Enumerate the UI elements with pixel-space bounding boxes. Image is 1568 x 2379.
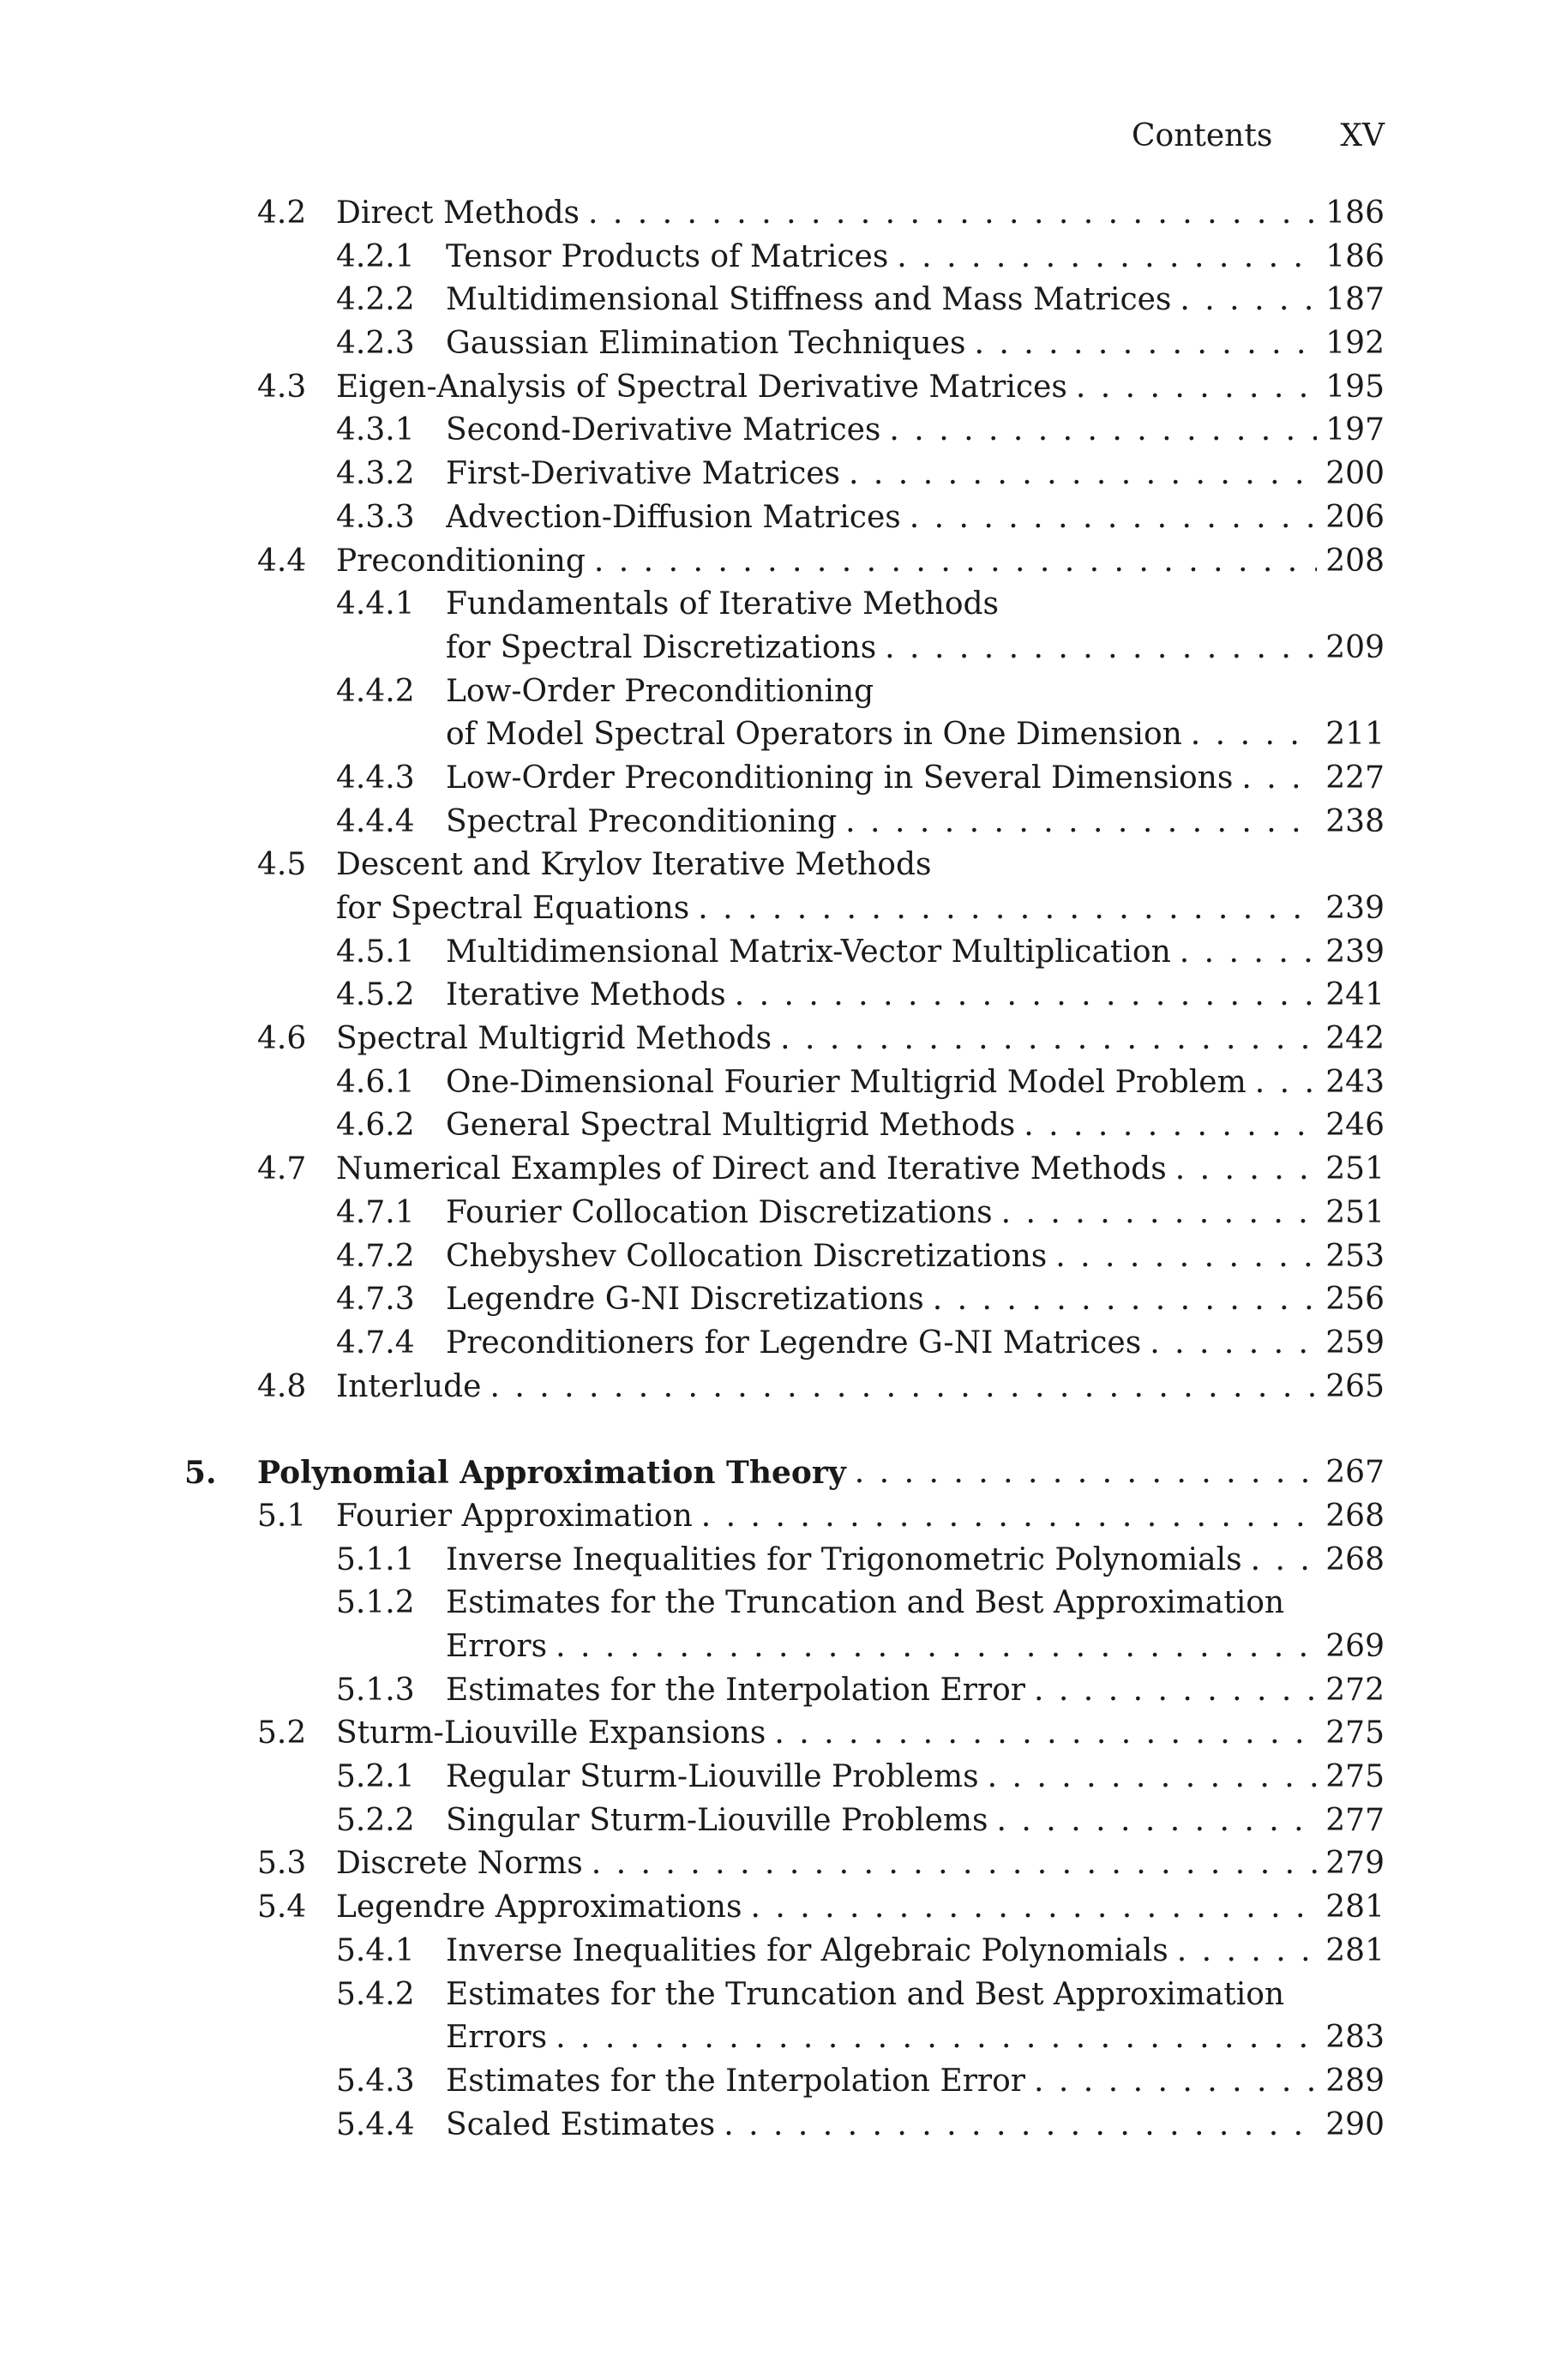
toc-entry[interactable] bbox=[184, 1582, 1385, 1625]
toc-entry-page: 279 bbox=[1325, 1846, 1385, 1882]
toc-entry-number: 4.4.3 bbox=[336, 760, 415, 796]
toc-entry-title: Advection-Diffusion Matrices bbox=[446, 499, 901, 535]
toc-entry-title: Fourier Collocation Discretizations bbox=[446, 1194, 993, 1230]
toc-entry-number: 5.1.1 bbox=[336, 1541, 415, 1577]
toc-entry-page: 197 bbox=[1325, 412, 1385, 448]
toc-entry[interactable] bbox=[184, 1669, 1385, 1713]
toc-entry[interactable] bbox=[184, 1278, 1385, 1322]
toc-entry-page: 227 bbox=[1325, 760, 1385, 796]
toc-entry-line bbox=[446, 1625, 1385, 1669]
toc-entry[interactable] bbox=[184, 1322, 1385, 1366]
toc-entry-page: 259 bbox=[1325, 1325, 1385, 1361]
toc-entry-title: Second-Derivative Matrices bbox=[446, 412, 881, 448]
toc-entry-page: 246 bbox=[1325, 1108, 1385, 1144]
toc-entry-title: Estimates for the Interpolation Error bbox=[446, 1672, 1026, 1708]
toc-entry-number: 4.4.2 bbox=[336, 673, 415, 709]
toc-entry-line bbox=[446, 1582, 1385, 1625]
toc-entry-page: 281 bbox=[1325, 1889, 1385, 1925]
toc-entry[interactable] bbox=[184, 801, 1385, 844]
toc-entry-line bbox=[446, 801, 1385, 844]
toc-entry-page: 277 bbox=[1325, 1802, 1385, 1838]
dot-leader bbox=[742, 1886, 1317, 1930]
toc-entry-number: 5.4 bbox=[257, 1889, 307, 1925]
toc-entry[interactable] bbox=[184, 757, 1385, 801]
toc-entry-title: for Spectral Discretizations bbox=[446, 629, 877, 665]
toc-entry-title: Spectral Multigrid Methods bbox=[336, 1021, 772, 1057]
toc-entry-page: 206 bbox=[1325, 499, 1385, 535]
dot-leader bbox=[888, 236, 1317, 279]
dot-leader bbox=[693, 1495, 1318, 1539]
toc-entry[interactable] bbox=[184, 2104, 1385, 2148]
dot-leader bbox=[689, 887, 1317, 931]
dot-leader bbox=[1171, 931, 1318, 975]
toc-entry-line bbox=[446, 974, 1385, 1018]
dot-leader bbox=[1025, 1669, 1317, 1713]
toc-entry-number: 4.2.3 bbox=[336, 326, 415, 362]
toc-entry-page: 281 bbox=[1325, 1932, 1385, 1968]
toc-entry[interactable] bbox=[184, 1842, 1385, 1886]
toc-entry-page: 242 bbox=[1325, 1021, 1385, 1057]
dot-leader bbox=[547, 2016, 1317, 2060]
toc-entry-title: Tensor Products of Matrices bbox=[446, 238, 889, 274]
toc-entry[interactable] bbox=[184, 279, 1385, 322]
toc-entry[interactable] bbox=[184, 974, 1385, 1018]
toc-entry-line bbox=[446, 1104, 1385, 1148]
toc-entry-line bbox=[446, 583, 1385, 627]
toc-entry-page: 290 bbox=[1325, 2106, 1385, 2142]
toc-entry-page: 268 bbox=[1325, 1541, 1385, 1577]
toc-entry[interactable] bbox=[184, 1495, 1385, 1539]
toc-entry-title: Inverse Inequalities for Trigonometric Polynomials bbox=[446, 1541, 1242, 1577]
toc-entry-line bbox=[446, 1322, 1385, 1366]
toc-entry[interactable] bbox=[184, 322, 1385, 366]
toc-entry[interactable] bbox=[184, 1756, 1385, 1799]
toc-entry-line bbox=[446, 1930, 1385, 1973]
toc-entry-title: Direct Methods bbox=[336, 195, 580, 231]
toc-entry[interactable] bbox=[184, 236, 1385, 279]
dot-leader bbox=[876, 627, 1317, 670]
dot-leader bbox=[1242, 1539, 1318, 1583]
toc-entry-page: 269 bbox=[1325, 1629, 1385, 1664]
toc-entry[interactable] bbox=[184, 1366, 1385, 1409]
toc-entry-title: Estimates for the Interpolation Error bbox=[446, 2063, 1026, 2099]
toc-entry-number: 5.4.3 bbox=[336, 2063, 415, 2099]
toc-entry-title: Fundamentals of Iterative Methods bbox=[446, 586, 1000, 622]
toc-entry-number: 5.2 bbox=[257, 1715, 307, 1751]
dot-leader bbox=[766, 1712, 1317, 1756]
dot-leader bbox=[880, 409, 1317, 453]
dot-leader bbox=[481, 1366, 1317, 1409]
toc-entry-page: 268 bbox=[1325, 1498, 1385, 1534]
dot-leader bbox=[1047, 1235, 1317, 1279]
toc-entry-number: 4.7.4 bbox=[336, 1325, 415, 1361]
toc-entry[interactable] bbox=[184, 496, 1385, 540]
dot-leader bbox=[726, 974, 1318, 1018]
toc-entry-line bbox=[446, 322, 1385, 366]
toc-entry-line bbox=[446, 236, 1385, 279]
toc-entry-number: 5.3 bbox=[257, 1846, 307, 1882]
toc-entry-title: Scaled Estimates bbox=[446, 2106, 716, 2142]
toc-entry-title: Multidimensional Stiffness and Mass Matrices bbox=[446, 282, 1172, 318]
toc-entry-title: Legendre Approximations bbox=[336, 1889, 742, 1925]
toc-entry-number: 4.6.1 bbox=[336, 1064, 415, 1100]
toc-entry-number: 4.6 bbox=[257, 1021, 307, 1057]
toc-entry-number: 4.3.2 bbox=[336, 456, 415, 492]
dot-leader bbox=[1168, 1930, 1318, 1973]
toc-entry-line bbox=[446, 931, 1385, 975]
toc-entry-page: 289 bbox=[1325, 2063, 1385, 2099]
table-of-contents bbox=[184, 192, 1385, 2147]
toc-entry[interactable] bbox=[184, 366, 1385, 410]
toc-entry-number: 4.7.3 bbox=[336, 1282, 415, 1318]
toc-entry-line bbox=[446, 2060, 1385, 2104]
dot-leader bbox=[840, 453, 1317, 496]
dot-leader bbox=[1067, 366, 1317, 410]
toc-entry-line bbox=[336, 366, 1385, 410]
toc-entry-title: Errors bbox=[446, 2020, 548, 2056]
toc-entry-page: 209 bbox=[1325, 629, 1385, 665]
toc-entry[interactable] bbox=[184, 192, 1385, 236]
toc-entry-title: Preconditioning bbox=[336, 543, 586, 579]
toc-entry-number: 4.3 bbox=[257, 369, 307, 405]
toc-entry[interactable] bbox=[184, 1712, 1385, 1756]
toc-entry-number: 4.2.1 bbox=[336, 238, 415, 274]
toc-entry-line bbox=[446, 279, 1385, 322]
toc-entry-title: for Spectral Equations bbox=[336, 891, 690, 926]
toc-entry-page: 187 bbox=[1325, 282, 1385, 318]
toc-entry-number: 4.8 bbox=[257, 1368, 307, 1404]
toc-entry-line bbox=[446, 627, 1385, 670]
toc-entry-page: 243 bbox=[1325, 1064, 1385, 1100]
toc-entry-page: 251 bbox=[1325, 1194, 1385, 1230]
toc-entry-number: 4.5.1 bbox=[336, 934, 415, 970]
toc-entry-number: 4.5.2 bbox=[336, 977, 415, 1013]
toc-entry-line bbox=[446, 1799, 1385, 1843]
toc-entry-number: 4.3.1 bbox=[336, 412, 415, 448]
toc-entry-page: 272 bbox=[1325, 1672, 1385, 1708]
toc-entry-page: 275 bbox=[1325, 1715, 1385, 1751]
toc-entry[interactable] bbox=[184, 670, 1385, 714]
toc-entry-title: One-Dimensional Fourier Multigrid Model Problem bbox=[446, 1064, 1247, 1100]
toc-entry-number: 5.2.1 bbox=[336, 1759, 415, 1795]
page-number: XV bbox=[1340, 118, 1385, 153]
toc-entry-line bbox=[336, 1495, 1385, 1539]
toc-entry-page: 192 bbox=[1325, 326, 1385, 362]
toc-entry-line bbox=[336, 192, 1385, 236]
toc-entry[interactable] bbox=[184, 1930, 1385, 1973]
dot-leader bbox=[846, 1451, 1317, 1495]
dot-leader bbox=[965, 322, 1317, 366]
toc-entry-line bbox=[336, 1366, 1385, 1409]
toc-entry-line bbox=[446, 1539, 1385, 1583]
toc-entry[interactable] bbox=[184, 713, 1385, 757]
toc-entry[interactable] bbox=[184, 540, 1385, 584]
toc-entry-number: 5.4.1 bbox=[336, 1932, 415, 1968]
toc-entry[interactable] bbox=[184, 453, 1385, 496]
dot-leader bbox=[586, 540, 1317, 584]
toc-entry-page: 239 bbox=[1325, 934, 1385, 970]
toc-entry-page: 241 bbox=[1325, 977, 1385, 1013]
toc-entry[interactable] bbox=[184, 627, 1385, 670]
toc-entry-title: Estimates for the Truncation and Best Approximation bbox=[446, 1976, 1285, 2012]
toc-entry-title: General Spectral Multigrid Methods bbox=[446, 1108, 1016, 1144]
toc-entry-line bbox=[336, 887, 1385, 931]
toc-entry-number: 4.4.1 bbox=[336, 586, 415, 622]
toc-entry-line bbox=[446, 1278, 1385, 1322]
toc-entry[interactable] bbox=[184, 409, 1385, 453]
toc-entry-line bbox=[336, 1018, 1385, 1061]
dot-leader bbox=[1233, 757, 1317, 801]
toc-entry-line bbox=[446, 409, 1385, 453]
toc-entry-line bbox=[446, 1669, 1385, 1713]
toc-entry-title: Multidimensional Matrix-Vector Multiplication bbox=[446, 934, 1171, 970]
toc-entry[interactable] bbox=[184, 1625, 1385, 1669]
toc-entry-number: 5.1.2 bbox=[336, 1585, 415, 1621]
toc-entry-number: 4.7.2 bbox=[336, 1238, 415, 1274]
toc-entry-title: Interlude bbox=[336, 1368, 482, 1404]
dot-leader bbox=[715, 2104, 1317, 2148]
dot-leader bbox=[547, 1625, 1317, 1669]
toc-entry-title: Fourier Approximation bbox=[336, 1498, 693, 1534]
toc-entry[interactable] bbox=[184, 1886, 1385, 1930]
toc-entry-line bbox=[446, 1061, 1385, 1105]
toc-entry-page: 195 bbox=[1325, 369, 1385, 405]
toc-entry-title: of Model Spectral Operators in One Dimension bbox=[446, 717, 1182, 753]
toc-entry-line bbox=[446, 1235, 1385, 1279]
toc-entry-number: 4.2 bbox=[257, 195, 307, 231]
toc-entry-title: Preconditioners for Legendre G-NI Matrices bbox=[446, 1325, 1142, 1361]
toc-entry-number: 4.2.2 bbox=[336, 282, 415, 318]
toc-entry-number: 4.5 bbox=[257, 847, 307, 883]
toc-entry-page: 186 bbox=[1325, 195, 1385, 231]
dot-leader bbox=[1167, 1148, 1318, 1192]
toc-entry-line bbox=[446, 2104, 1385, 2148]
toc-entry-page: 275 bbox=[1325, 1759, 1385, 1795]
toc-entry[interactable] bbox=[184, 2060, 1385, 2104]
toc-entry-number: 5.4.2 bbox=[336, 1976, 415, 2012]
toc-entry[interactable] bbox=[184, 583, 1385, 627]
toc-entry-number: 5.1.3 bbox=[336, 1672, 415, 1708]
toc-entry-number: 4.7.1 bbox=[336, 1194, 415, 1230]
toc-entry-title: Iterative Methods bbox=[446, 977, 726, 1013]
toc-entry[interactable] bbox=[184, 1148, 1385, 1192]
toc-entry-title: Chebyshev Collocation Discretizations bbox=[446, 1238, 1048, 1274]
toc-entry[interactable] bbox=[184, 1799, 1385, 1843]
running-header bbox=[1132, 115, 1385, 158]
dot-leader bbox=[924, 1278, 1318, 1322]
toc-entry-title: Singular Sturm-Liouville Problems bbox=[446, 1802, 988, 1838]
toc-entry-page: 267 bbox=[1325, 1455, 1385, 1491]
dot-leader bbox=[583, 1842, 1318, 1886]
toc-entry[interactable] bbox=[184, 1018, 1385, 1061]
toc-entry-page: 211 bbox=[1325, 717, 1385, 753]
chapter-gap bbox=[184, 1409, 1385, 1451]
toc-entry-title: First-Derivative Matrices bbox=[446, 456, 841, 492]
toc-entry-page: 186 bbox=[1325, 238, 1385, 274]
toc-entry-line bbox=[446, 670, 1385, 714]
toc-entry-line bbox=[336, 1148, 1385, 1192]
toc-entry-title: Eigen-Analysis of Spectral Derivative Matrices bbox=[336, 369, 1067, 405]
dot-leader bbox=[901, 496, 1318, 540]
toc-entry-title: Descent and Krylov Iterative Methods bbox=[336, 847, 932, 883]
toc-entry-title: Sturm-Liouville Expansions bbox=[336, 1715, 766, 1751]
toc-entry-number: 5. bbox=[184, 1455, 217, 1492]
toc-entry-number: 4.4.4 bbox=[336, 803, 415, 839]
toc-entry-line bbox=[336, 1886, 1385, 1930]
dot-leader bbox=[1171, 279, 1317, 322]
toc-entry[interactable] bbox=[184, 1061, 1385, 1105]
toc-entry[interactable] bbox=[184, 931, 1385, 975]
toc-entry-title: Estimates for the Truncation and Best Approximation bbox=[446, 1585, 1285, 1621]
toc-entry-number: 4.7 bbox=[257, 1151, 307, 1187]
toc-entry-title: Errors bbox=[446, 1629, 548, 1664]
toc-entry[interactable] bbox=[184, 1192, 1385, 1235]
toc-entry-line bbox=[446, 713, 1385, 757]
dot-leader bbox=[979, 1756, 1318, 1799]
toc-entry-title: Polynomial Approximation Theory bbox=[257, 1455, 846, 1492]
toc-entry[interactable] bbox=[184, 1973, 1385, 2017]
toc-entry-line bbox=[446, 1756, 1385, 1799]
dot-leader bbox=[580, 192, 1317, 236]
toc-entry-title: Low-Order Preconditioning bbox=[446, 673, 874, 709]
toc-entry-number: 5.1 bbox=[257, 1498, 307, 1534]
toc-entry-title: Numerical Examples of Direct and Iterative Methods bbox=[336, 1151, 1167, 1187]
toc-entry[interactable] bbox=[184, 887, 1385, 931]
toc-entry[interactable] bbox=[184, 1235, 1385, 1279]
dot-leader bbox=[993, 1192, 1318, 1235]
dot-leader bbox=[1025, 2060, 1317, 2104]
dot-leader bbox=[1141, 1322, 1317, 1366]
toc-entry-line bbox=[446, 757, 1385, 801]
toc-entry-page: 238 bbox=[1325, 803, 1385, 839]
toc-entry-title: Gaussian Elimination Techniques bbox=[446, 326, 966, 362]
toc-entry-number: 4.4 bbox=[257, 543, 307, 579]
toc-entry-title: Discrete Norms bbox=[336, 1846, 583, 1882]
running-title: Contents bbox=[1132, 118, 1273, 153]
toc-entry-page: 208 bbox=[1325, 543, 1385, 579]
toc-entry-title: Low-Order Preconditioning in Several Dimensions bbox=[446, 760, 1234, 796]
toc-entry-number: 4.6.2 bbox=[336, 1108, 415, 1144]
toc-entry-line bbox=[446, 2016, 1385, 2060]
toc-entry-title: Regular Sturm-Liouville Problems bbox=[446, 1759, 979, 1795]
toc-entry-line bbox=[336, 844, 1385, 887]
dot-leader bbox=[772, 1018, 1317, 1061]
toc-entry-page: 251 bbox=[1325, 1151, 1385, 1187]
toc-entry-page: 200 bbox=[1325, 456, 1385, 492]
toc-chapter-entry[interactable] bbox=[184, 1451, 1385, 1495]
toc-entry[interactable] bbox=[184, 2016, 1385, 2060]
toc-entry-page: 283 bbox=[1325, 2020, 1385, 2056]
toc-entry-line bbox=[446, 496, 1385, 540]
dot-leader bbox=[1247, 1061, 1318, 1105]
dot-leader bbox=[837, 801, 1317, 844]
dot-leader bbox=[988, 1799, 1318, 1843]
toc-entry-page: 253 bbox=[1325, 1238, 1385, 1274]
dot-leader bbox=[1182, 713, 1317, 757]
toc-entry-line bbox=[446, 1973, 1385, 2017]
toc-entry-number: 5.4.4 bbox=[336, 2106, 415, 2142]
toc-entry-title: Legendre G-NI Discretizations bbox=[446, 1282, 924, 1318]
toc-entry[interactable] bbox=[184, 844, 1385, 887]
toc-entry-page: 265 bbox=[1325, 1368, 1385, 1404]
toc-entry-line bbox=[336, 1842, 1385, 1886]
toc-entry[interactable] bbox=[184, 1539, 1385, 1583]
toc-entry-line bbox=[257, 1451, 1385, 1495]
toc-entry[interactable] bbox=[184, 1104, 1385, 1148]
toc-entry-title: Spectral Preconditioning bbox=[446, 803, 838, 839]
toc-entry-number: 4.3.3 bbox=[336, 499, 415, 535]
toc-entry-line bbox=[336, 1712, 1385, 1756]
toc-entry-page: 256 bbox=[1325, 1282, 1385, 1318]
toc-entry-title: Inverse Inequalities for Algebraic Polynomials bbox=[446, 1932, 1168, 1968]
toc-entry-line bbox=[446, 1192, 1385, 1235]
toc-entry-number: 5.2.2 bbox=[336, 1802, 415, 1838]
toc-entry-page: 239 bbox=[1325, 891, 1385, 926]
dot-leader bbox=[1015, 1104, 1317, 1148]
toc-entry-line bbox=[446, 453, 1385, 496]
toc-entry-line bbox=[336, 540, 1385, 584]
